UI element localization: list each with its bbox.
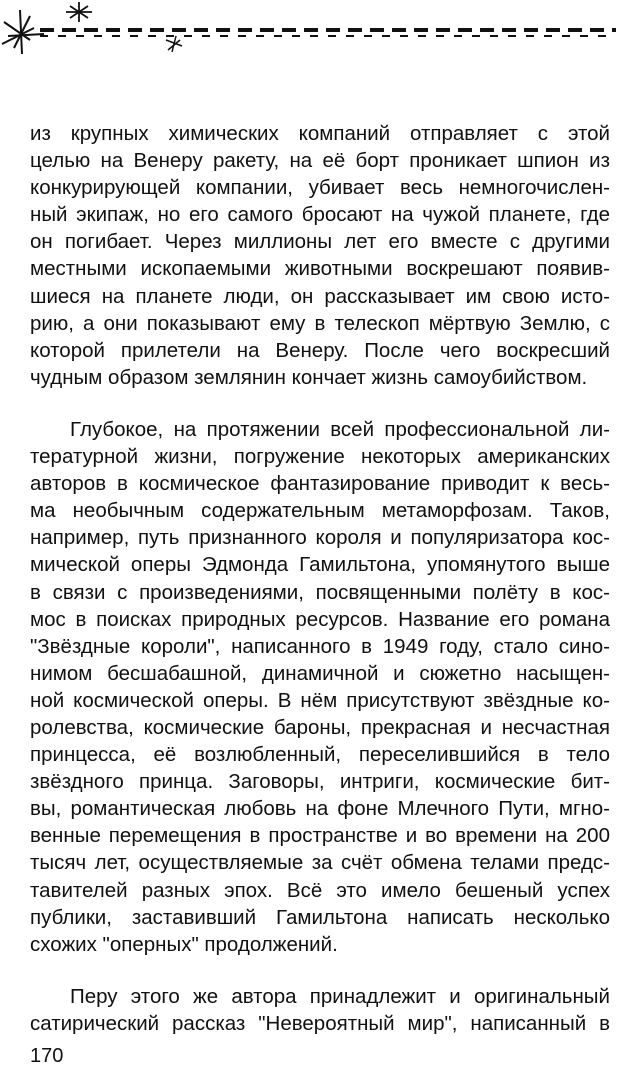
star-ornament-icon [0, 0, 620, 70]
text-line: ролевства, космические бароны, прекрасная и несчастная [30, 715, 610, 739]
text-line: тературной жизни, погружение некоторых американских [30, 445, 610, 469]
text-line: чудным образом землянин кончает жизнь самоубийством. [30, 365, 588, 389]
text-line: Глубокое, на протяжении всей профессиональной ли- [70, 417, 610, 441]
text-line: публики, заставивший Гамильтона написать несколько [30, 905, 610, 929]
text-line: мос в поисках природных ресурсов. Название его романа [30, 607, 610, 631]
paragraph [30, 983, 610, 1037]
text-line: конкурирующей компании, убивает весь немногочислен- [30, 176, 610, 200]
text-line: венные перемещения в пространстве и во времени на 200 [30, 824, 610, 848]
text-line: нимом бесшабашной, динамичной и сюжетно насыщен- [30, 661, 610, 685]
text-line: авторов в космическое фантазирование приводит к весь- [30, 472, 610, 496]
text-line: ный экипаж, но его самого бросают на чужой планете, где [30, 203, 610, 227]
text-line: схожих "оперных" продолжений. [30, 932, 338, 956]
tiny-star-icon [166, 36, 182, 52]
page-number: 170 [30, 1045, 64, 1067]
small-star-icon [66, 2, 92, 22]
text-line: из крупных химических компаний отправляет с этой [30, 122, 610, 145]
text-line: принцесса, её возлюбленный, переселившийся в тело [30, 743, 610, 767]
text-line: тысяч лет, осуществляемые за счёт обмена телами предс- [30, 851, 610, 875]
page-header-ornament [0, 0, 620, 70]
text-line: шиеся на планете люди, он рассказывает им свою исто- [30, 284, 610, 308]
text-line: целью на Венеру ракету, на её борт проникает шпион из [30, 149, 610, 173]
text-line: тавителей разных эпох. Всё это имело бешеный успех [30, 878, 610, 902]
text-line: вы, романтическая любовь на фоне Млечного Пути, мгно- [30, 797, 610, 821]
text-line: мической оперы Эдмонда Гамильтона, упомянутого выше [30, 553, 610, 577]
text-line: которой прилетели на Венеру. После чего воскресший [30, 338, 610, 362]
paragraph [30, 416, 610, 958]
text-line: он погибает. Через миллионы лет его вместе с другими [30, 230, 610, 254]
text-line: например, путь признанного короля и популяризатора кос- [30, 526, 610, 550]
starburst-icon [2, 10, 44, 54]
paragraph [30, 120, 610, 391]
text-line: "Звёздные короли", написанного в 1949 году, стало сино- [30, 634, 610, 658]
text-line: ной космической оперы. В нём присутствуют звёздные ко- [30, 688, 610, 712]
text-line: ма необычным содержательным метаморфозам. Таков, [30, 499, 610, 523]
text-line: звёздного принца. Заговоры, интриги, космические бит- [30, 770, 610, 794]
text-line: Перу этого же автора принадлежит и оригинальный [70, 984, 610, 1008]
text-line: рию, а они показывают ему в телескоп мёртвую Землю, с [30, 311, 610, 335]
text-line: сатирический рассказ "Невероятный мир", написанный в [30, 1011, 610, 1035]
text-line: местными ископаемыми животными воскрешают появив- [30, 257, 610, 281]
text-line: в связи с произведениями, посвященными полёту в кос- [30, 580, 610, 604]
page-body-text [30, 120, 610, 1062]
